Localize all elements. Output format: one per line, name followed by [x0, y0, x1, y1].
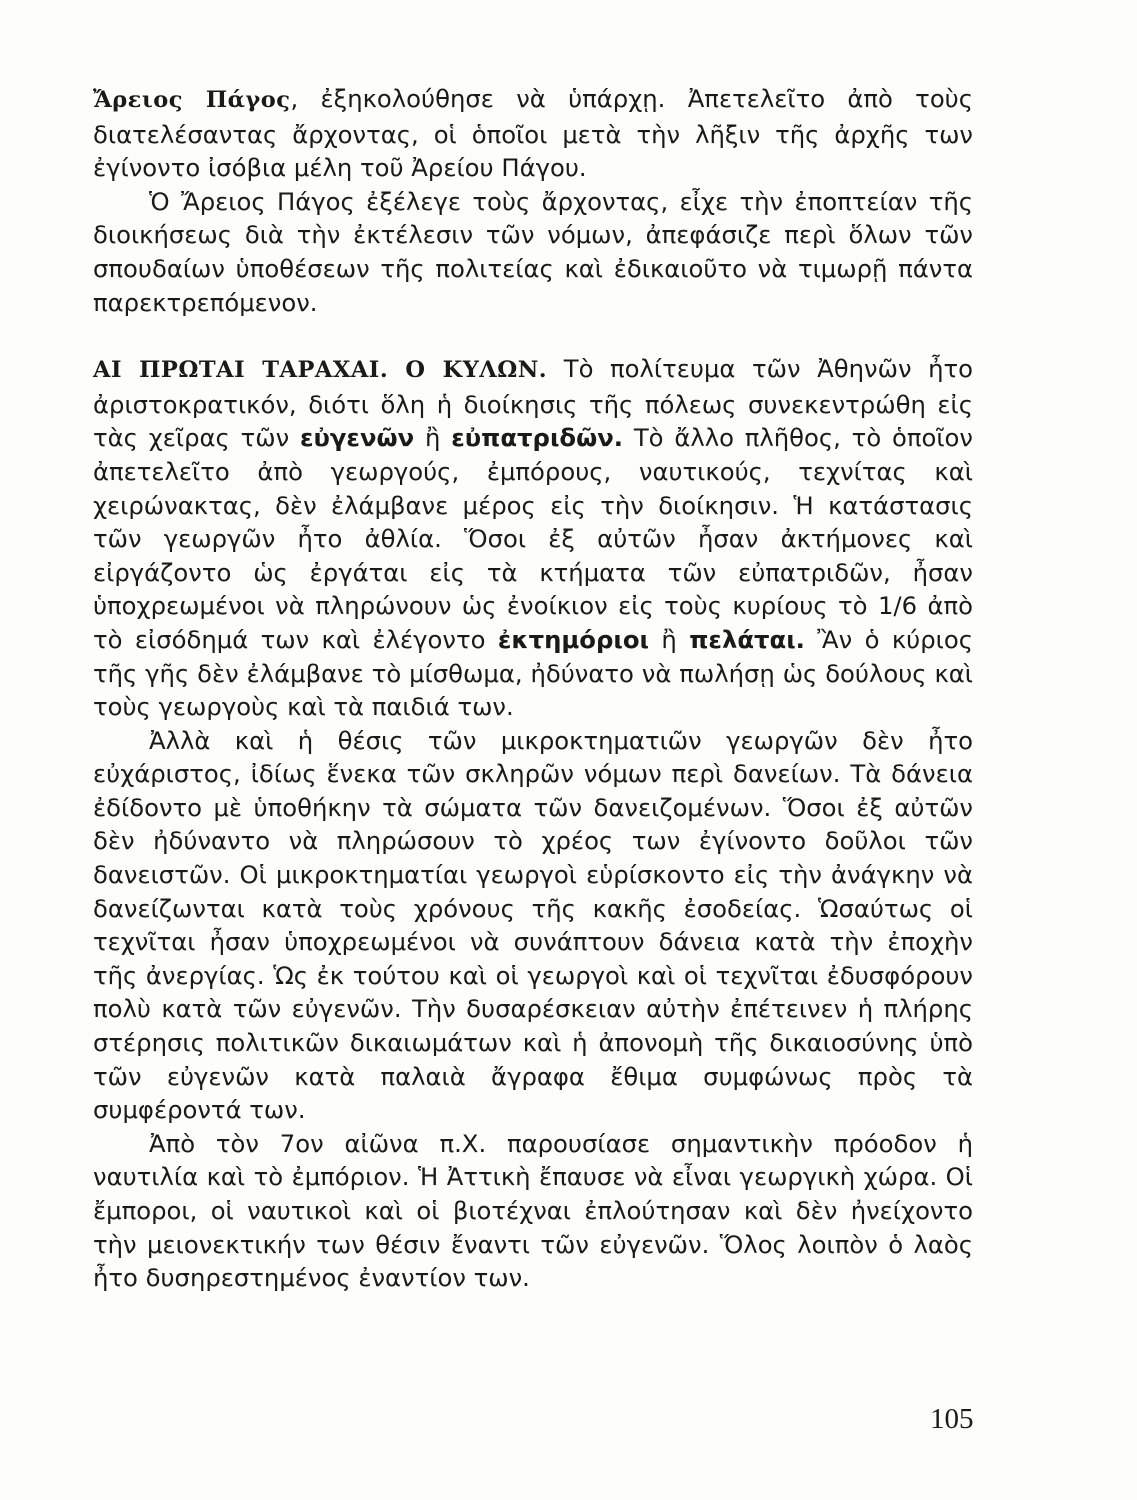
term-eugenon: εὐγενῶν — [299, 423, 415, 453]
page-number: 105 — [930, 1403, 974, 1435]
paragraph-text: Ἂν ὁ κύριος τῆς γῆς δὲν ἐλάμβανε τὸ μίσθωμα, ἠδύνατο νὰ πωλήσῃ ὡς δούλους καὶ τοὺς γεωργοὺς καὶ τὰ παιδιά των. — [93, 624, 973, 722]
term-eupatridon: εὐπατριδῶν. — [451, 423, 624, 453]
paragraph-areios-powers — [93, 185, 973, 319]
paragraph-text: ἢ — [414, 423, 452, 453]
paragraph-text: Ὁ Ἄρειος Πάγος ἐξέλεγε τοὺς ἄρχοντας, εἶχε τὴν ἐποπτείαν τῆς διοικήσεως διὰ τὴν ἐκτέλεσιν τῶν νόμων, ἀπεφάσιζε περὶ ὅλων τῶν σπουδαίων ὑποθέσεων τῆς πολιτείας καὶ ἐδικαιοῦτο νὰ τιμωρῇ πάντα παρεκτρεπόμενον. — [93, 186, 973, 317]
paragraph-text: Ἀπὸ τὸν 7ον αἰῶνα π.Χ. παρουσίασε σημαντικὴν πρόοδον ἡ ναυτιλία καὶ τὸ ἐμπόριον. Ἡ Ἀττικὴ ἔπαυσε νὰ εἶναι γεωργικὴ χώρα. Οἱ ἔμποροι, οἱ ναυτικοὶ καὶ οἱ βιοτέχναι ἐπλούτησαν καὶ δὲν ἠνείχοντο τὴν μειονεκτικήν των θέσιν ἔναντι τῶν εὐγενῶν. Ὅλος λοιπὸν ὁ λαὸς ἦτο δυσηρεστημένος ἐναντίον των. — [93, 1128, 973, 1293]
term-pelatai: πελάται. — [689, 624, 805, 654]
paragraph-text: Τὸ ἄλλο πλῆθος, τὸ ὁποῖον ἀπετελεῖτο ἀπὸ γεωργούς, ἐμπόρους, ναυτικούς, τεχνίτας καὶ χειρώνακτας, δὲν ἐλάμβανε μέρος εἰς τὴν διοίκησιν. Ἡ κατάστασις τῶν γεωργῶν ἦτο ἀθλία. Ὅσοι ἐξ αὐτῶν ἦσαν ἀκτήμονες καὶ εἰργάζοντο ὡς ἐργάται εἰς τὰ κτήματα τῶν εὐπατριδῶν, ἦσαν ὑποχρεωμένοι νὰ πληρώνουν ὡς ἐνοίκιον εἰς τοὺς κυρίους τὸ 1/6 ἀπὸ τὸ εἰσόδημά των καὶ ἐλέγοντο — [93, 423, 973, 654]
paragraph-text: Τὸ πολίτευμα τῶν Ἀθηνῶν ἦτο ἀριστοκρατικόν, διότι ὅλη ἡ διοίκησις τῆς πόλεως συνεκεντρώθη εἰς τὰς χεῖρας τῶν — [93, 354, 974, 453]
section-heading: ΑΙ ΠΡΩΤΑΙ ΤΑΡΑΧΑΙ. Ο ΚΥΛΩΝ. — [93, 357, 548, 384]
paragraph-text: , ἐξηκολούθησε νὰ ὑπάρχῃ. Ἀπετελεῖτο ἀπὸ τοὺς διατελέσαντας ἄρχοντας, οἱ ὁποῖοι μετὰ τὴν λῆξιν τῆς ἀρχῆς των ἐγίνοντο ἰσόβια μέλη τοῦ Ἀρείου Πάγου. — [93, 84, 973, 183]
paragraph-smallholders — [93, 724, 973, 1127]
paragraph-text: Ἀλλὰ καὶ ἡ θέσις τῶν μικροκτηματιῶν γεωργῶν δὲν ἦτο εὐχάριστος, ἰδίως ἕνεκα τῶν σκληρῶν νόμων περὶ δανείων. Τὰ δάνεια ἐδίδοντο μὲ ὑποθήκην τὰ σώματα τῶν δανειζομένων. Ὅσοι ἐξ αὐτῶν δὲν ἠδύναντο νὰ πληρώσουν τὸ χρέος των ἐγίνοντο δοῦλοι τῶν δανειστῶν. Οἱ μικροκτηματίαι γεωργοὶ εὑρίσκοντο εἰς τὴν ἀνάγκην νὰ δανείζωνται κατὰ τοὺς χρόνους τῆς κακῆς ἐσοδείας. Ὡσαύτως οἱ τεχνῖται ἦσαν ὑποχρεωμένοι νὰ συνάπτουν δάνεια κατὰ τὴν ἐποχὴν τῆς ἀνεργίας. Ὡς ἐκ τούτου καὶ οἱ γεωργοὶ καὶ οἱ τεχνῖται ἐδυσφόρουν πολὺ κατὰ τῶν εὐγενῶν. Τὴν δυσαρέσκειαν αὐτὴν ἐπέτεινεν ἡ πλήρης στέρησις πολιτικῶν δικαιωμάτων καὶ ἡ ἀπονομὴ τῆς δικαιοσύνης ὑπὸ τῶν εὐγενῶν κατὰ παλαιὰ ἄγραφα ἔθιμα συμφώνως πρὸς τὰ συμφέροντά των. — [93, 725, 973, 1125]
term-areios-pagos: Ἄρειος Πάγος — [93, 87, 291, 113]
paragraph-areios-pagos — [93, 82, 973, 185]
paragraph-text: ἢ — [649, 624, 690, 654]
term-ektimorioi: ἐκτημόριοι — [497, 624, 650, 654]
paragraph-seventh-century — [93, 1127, 973, 1295]
page-body — [93, 82, 973, 1295]
paragraph-first-troubles — [93, 352, 973, 724]
